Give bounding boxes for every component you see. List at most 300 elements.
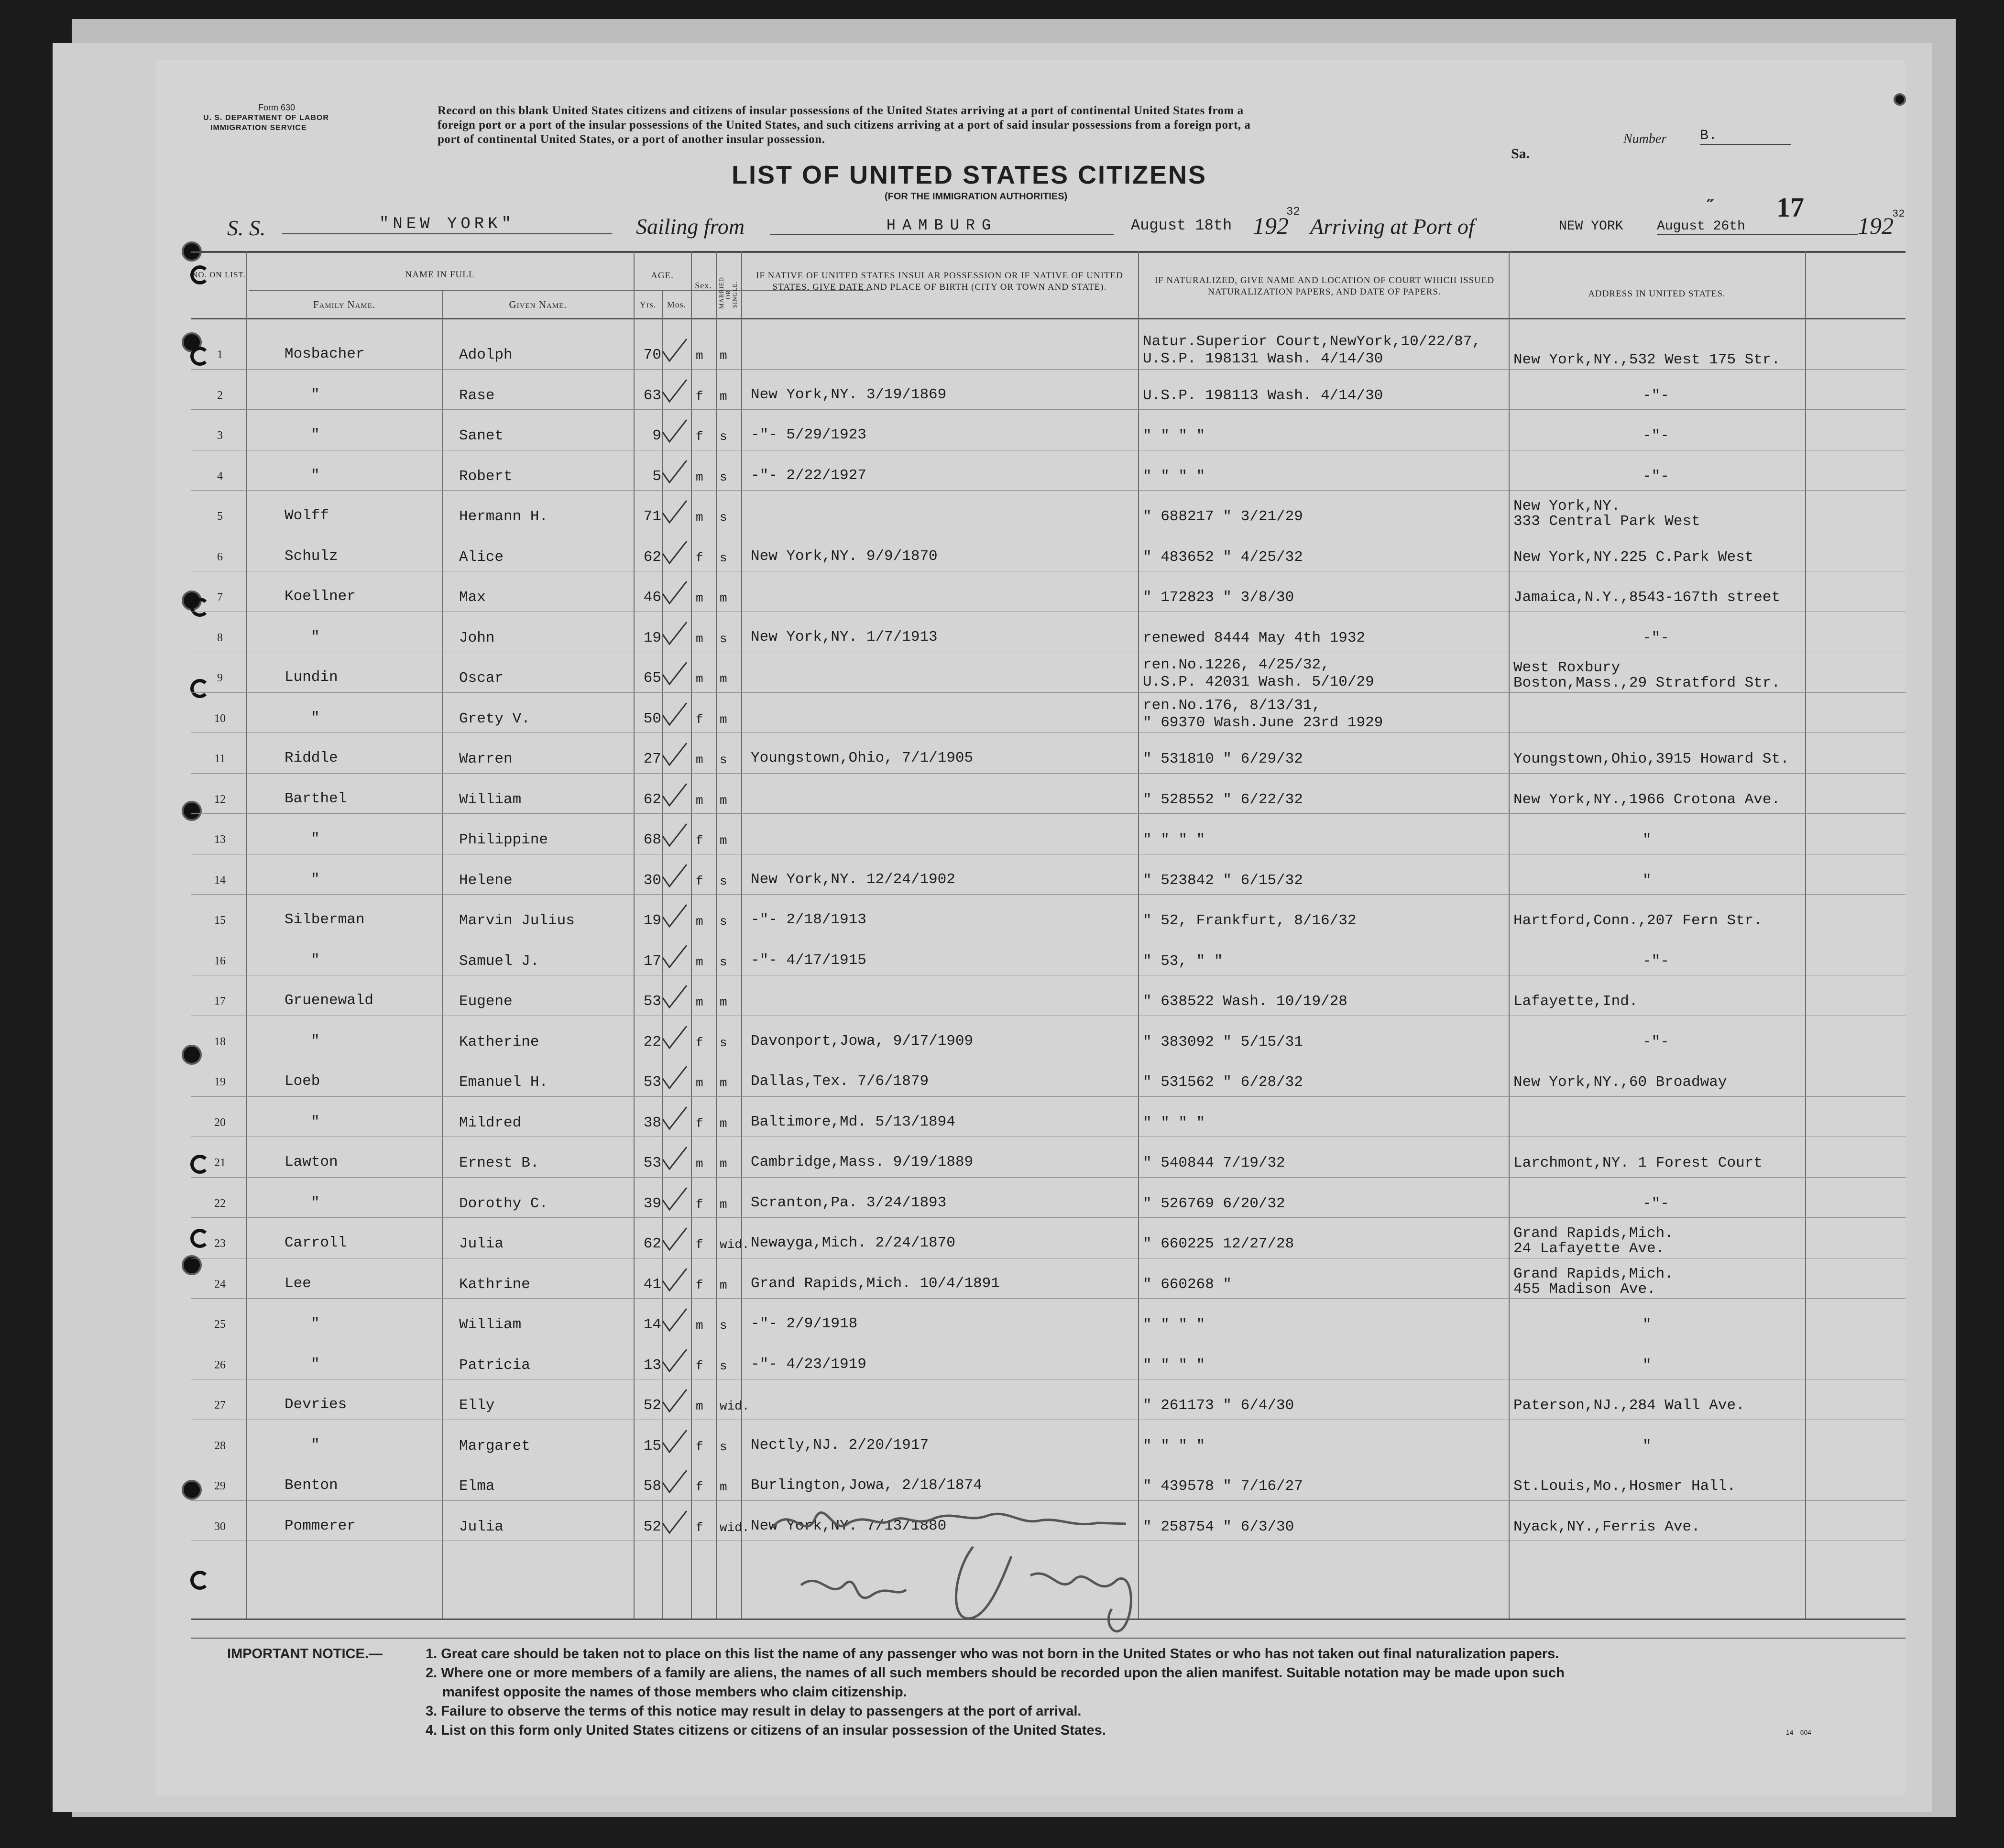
col-header-given: Given Name. [509,299,567,310]
sailing-label: Sailing from [636,214,745,239]
given-name: Max [459,589,486,606]
family-name: Lundin [285,669,338,686]
binder-hole-icon [1894,93,1906,106]
birth-info: Newayga,Mich. 2/24/1870 [751,1235,955,1251]
row-number: 12 [214,793,226,806]
sex: f [696,1480,703,1494]
family-name: Lee [285,1275,311,1292]
birth-info: Cambridge,Mass. 9/19/1889 [751,1154,974,1170]
row-number: 2 [217,389,223,402]
marital-status: m [720,1157,727,1171]
check-mark-icon [660,378,689,405]
marital-status: s [720,550,727,565]
given-name: Marvin Julius [459,912,575,929]
marital-status: m [720,1278,727,1292]
naturalization-info: " 528552 " 6/22/32 [1143,791,1303,808]
sex: m [696,510,703,525]
col-header-family: Family Name. [313,299,376,310]
naturalization-info: " " " " [1143,427,1205,444]
row-number: 25 [214,1318,226,1331]
age-years: 53 [643,1074,661,1091]
birth-info: -"- 4/23/1919 [751,1356,866,1373]
row-number: 9 [217,672,223,684]
instruction-line: Record on this blank United States citizens and citizens of insular possessions of the United States arriving at a port of continental United States from a [438,104,1244,117]
sex: m [696,1399,703,1413]
birth-info: Grand Rapids,Mich. 10/4/1891 [751,1275,1000,1292]
family-name: " [311,1194,320,1211]
sex: m [696,954,703,969]
row-number: 23 [214,1237,226,1250]
row-rule [191,813,1905,814]
address: -"- [1643,387,1669,404]
sex: m [696,995,703,1009]
check-mark-icon [660,1186,689,1213]
birth-info: New York,NY. 7/13/1880 [751,1517,947,1534]
check-mark-icon [660,1105,689,1132]
row-rule [191,692,1905,693]
naturalization-info: " 531810 " 6/29/32 [1143,751,1303,767]
department-name: U. S. DEPARTMENT OF LABOR [203,114,329,122]
sex: f [696,833,703,848]
age-years: 52 [643,1518,661,1535]
marital-status: m [720,672,727,686]
given-name: Kathrine [459,1276,530,1293]
age-years: 30 [643,872,661,889]
check-mark-icon [660,701,689,728]
check-mark-icon [660,1226,689,1253]
naturalization-info: U.S.P. 42031 Wash. 5/10/29 [1143,674,1374,690]
sex: f [696,1358,703,1373]
age-years: 62 [643,548,661,566]
address: West Roxbury [1513,659,1621,676]
age-years: 5 [652,468,661,485]
birth-info: -"- 2/9/1918 [751,1315,858,1332]
ss-label: S. S. [227,216,266,240]
naturalization-info: " 439578 " 7/16/27 [1143,1478,1303,1495]
family-name: " [311,831,320,847]
birth-info: New York,NY. 3/19/1869 [751,386,947,403]
given-name: Grety V. [459,710,530,727]
page-mark: 17 [1776,192,1804,223]
age-years: 62 [643,1236,661,1252]
given-name: Alice [459,548,504,566]
check-mark-icon [660,1509,689,1536]
given-name: Warren [459,751,513,767]
ship-name: "NEW YORK" [282,215,612,234]
given-name: Elly [459,1397,495,1414]
address: Grand Rapids,Mich. [1513,1265,1674,1282]
address: New York,NY. [1513,498,1621,514]
port-from: HAMBURG [770,217,1114,235]
marital-status: wid. [720,1237,750,1252]
row-number: 28 [214,1439,226,1452]
family-name: Koellner [285,588,356,605]
naturalization-info: U.S.P. 198131 Wash. 4/14/30 [1143,350,1383,367]
address: Hartford,Conn.,207 Fern Str. [1513,912,1763,929]
row-number: 16 [214,954,226,967]
row-rule [191,1298,1905,1299]
birth-info: Scranton,Pa. 3/24/1893 [751,1194,947,1211]
row-rule [191,369,1905,370]
naturalization-info: Natur.Superior Court,NewYork,10/22/87, [1143,333,1481,350]
naturalization-info: " 383092 " 5/15/31 [1143,1033,1303,1050]
marital-status: wid. [720,1399,750,1413]
address: St.Louis,Mo.,Hosmer Hall. [1513,1478,1736,1495]
sex: m [696,1157,703,1171]
arrive-year-prefix: 192 [1858,212,1894,239]
sex: f [696,874,703,888]
age-years: 71 [643,508,661,525]
address: New York,NY.,532 West 175 Str. [1513,351,1781,368]
naturalization-info: " 638522 Wash. 10/19/28 [1143,993,1347,1010]
check-mark-icon [660,620,689,647]
address: Grand Rapids,Mich. [1513,1225,1674,1242]
address: Lafayette,Ind. [1513,993,1638,1010]
address: -"- [1643,427,1669,444]
family-name: Devries [285,1396,347,1413]
age-years: 53 [643,993,661,1010]
family-name: Benton [285,1477,338,1494]
sex: f [696,550,703,565]
family-name: " [311,1032,320,1050]
address: 455 Madison Ave. [1513,1280,1656,1298]
naturalization-info: " 526769 6/20/32 [1143,1195,1285,1212]
marital-status: wid. [720,1520,750,1535]
col-header-name: NAME IN FULL [405,270,475,280]
check-mark-icon [660,741,689,768]
row-number: 21 [214,1157,226,1169]
marital-status: s [720,510,727,525]
check-mark-icon [660,822,689,849]
sex: m [696,591,703,605]
given-name: John [459,629,495,646]
naturalization-info: " 258754 " 6/3/30 [1143,1518,1294,1535]
birth-info: -"- 2/22/1927 [751,467,866,484]
check-mark-icon [660,1145,689,1172]
row-rule [191,1177,1905,1178]
naturalization-info: " 540844 7/19/32 [1143,1155,1285,1171]
row-rule [191,409,1905,410]
given-name: Eugene [459,993,513,1010]
family-name: Silberman [285,911,365,928]
row-number: 22 [214,1197,226,1210]
marital-status: s [720,1318,727,1333]
family-name: " [311,386,320,403]
naturalization-info: " " " " [1143,1356,1205,1374]
sex: m [696,672,703,686]
manifest-page [155,60,1905,1795]
address: " [1643,1316,1652,1333]
family-name: Carroll [285,1235,347,1251]
marital-status: m [720,995,727,1009]
family-name: " [311,426,320,443]
age-years: 39 [643,1195,661,1212]
arrive-year-suffix: 32 [1892,208,1905,220]
sex: m [696,349,703,363]
given-name: Robert [459,468,513,485]
naturalization-info: " 688217 " 3/21/29 [1143,508,1303,525]
marital-status: m [720,1197,727,1212]
age-years: 14 [643,1316,661,1333]
col-header-married: MARRIED OR SINGLE. [718,277,738,309]
form-instructions [438,104,1719,147]
page-subtitle: (FOR THE IMMIGRATION AUTHORITIES) [885,191,1068,202]
row-number: 27 [214,1399,226,1411]
marital-status: s [720,914,727,929]
marital-status: s [720,753,727,767]
sex: m [696,753,703,767]
marital-status: s [720,1439,727,1454]
address: -"- [1643,1033,1669,1050]
arriving-label: Arriving at Port of [1310,214,1475,239]
age-years: 46 [643,589,661,606]
age-years: 13 [643,1356,661,1374]
check-mark-icon [660,337,689,364]
naturalization-info: " 523842 " 6/15/32 [1143,872,1303,889]
age-years: 41 [643,1276,661,1293]
address: -"- [1643,629,1669,646]
age-years: 62 [643,791,661,808]
sex: m [696,793,703,808]
address: New York,NY.225 C.Park West [1513,548,1754,566]
check-mark-icon [660,1347,689,1374]
sex: m [696,470,703,484]
naturalization-info: ren.No.176, 8/13/31, [1143,697,1321,714]
given-name: Hermann H. [459,508,548,525]
given-name: Ernest B. [459,1155,539,1171]
col-header-no: NO. ON LIST. [192,270,246,279]
given-name: William [459,1316,522,1333]
col-header-age: AGE. [651,271,674,281]
given-name: Mildred [459,1114,522,1131]
marital-status: m [720,389,727,404]
sail-date: August 18th [1131,217,1232,234]
address: -"- [1643,952,1669,970]
check-mark-icon [660,1388,689,1414]
birth-info: -"- 4/17/1915 [751,951,866,969]
address: 24 Lafayette Ave. [1513,1240,1665,1257]
given-name: Emanuel H. [459,1074,548,1091]
family-name: " [311,1356,320,1373]
form-number: Form 630 [258,103,296,112]
col-header-sex: Sex. [695,281,712,290]
naturalization-info: " 69370 Wash.June 23rd 1929 [1143,714,1383,731]
row-number: 5 [217,510,223,523]
age-years: 63 [643,387,661,404]
check-mark-icon [660,660,689,687]
naturalization-info: " 261173 " 6/4/30 [1143,1397,1294,1414]
marital-status: s [720,429,727,444]
birth-info: Davonport,Jowa, 9/17/1909 [751,1032,974,1050]
instruction-line: port of continental United States, or a port of another insular possession. [438,133,825,146]
age-years: 17 [643,952,661,970]
row-number: 7 [217,591,223,603]
birth-info: New York,NY. 1/7/1913 [751,628,938,645]
family-name: " [311,951,320,969]
header-bottom-line [191,318,1905,319]
row-number: 11 [214,753,226,765]
row-number: 15 [214,914,226,927]
family-name: Riddle [285,750,338,766]
sex: f [696,389,703,404]
naturalization-info: " 53, " " [1143,952,1223,970]
row-rule [191,773,1905,774]
naturalization-info: " " " " [1143,1316,1205,1333]
row-rule [191,490,1905,491]
service-name: IMMIGRATION SERVICE [210,124,307,132]
sex: f [696,1520,703,1535]
number-label: Number [1623,131,1667,146]
age-years: 19 [643,912,661,929]
sa-label: Sa. [1511,146,1530,162]
check-mark-icon [660,580,689,606]
family-name: Lawton [285,1154,338,1170]
marital-status: m [720,793,727,808]
birth-info: Dallas,Tex. 7/6/1879 [751,1073,929,1090]
address: Paterson,NJ.,284 Wall Ave. [1513,1397,1745,1414]
birth-info: Nectly,NJ. 2/20/1917 [751,1436,929,1454]
check-mark-icon [660,418,689,445]
row-number: 4 [217,470,223,482]
birth-info: -"- 2/18/1913 [751,911,866,928]
age-years: 58 [643,1478,661,1495]
check-mark-icon [660,459,689,485]
family-name: Pommerer [285,1517,356,1534]
marital-status: m [720,1076,727,1090]
year-suffix: 32 [1286,206,1300,219]
naturalization-info: " " " " [1143,1114,1205,1131]
notice-item: manifest opposite the names of those members who claim citizenship. [442,1684,907,1700]
naturalization-info: renewed 8444 May 4th 1932 [1143,629,1366,646]
row-number: 10 [214,712,226,725]
notice-item: 2. Where one or more members of a family are aliens, the names of all such members should be recorded upon the alien manifest. Suitable notation may be made upon such [426,1665,1565,1681]
row-number: 17 [214,995,226,1007]
instruction-line: foreign port or a port of the insular possessions of the United States, and such citizens arriving at a port of said insular possessions from a foreign port, a [438,119,1251,131]
col-header-yrs: Yrs. [639,300,657,309]
family-name: Mosbacher [285,346,365,362]
naturalization-info: U.S.P. 198113 Wash. 4/14/30 [1143,387,1383,404]
given-name: Oscar [459,670,504,687]
arrive-date: August 26th [1657,219,1858,235]
age-years: 19 [643,629,661,646]
address: -"- [1643,468,1669,485]
naturalization-info: " 52, Frankfurt, 8/16/32 [1143,912,1357,929]
notice-item: 1. Great care should be taken not to place on this list the name of any passenger who was not born in the United States or who has not taken out final naturalization papers. [426,1646,1559,1662]
sex: f [696,712,703,727]
row-rule [191,1096,1905,1097]
naturalization-info: " " " " [1143,468,1205,485]
address: " [1643,1437,1652,1454]
age-years: 70 [643,347,661,363]
address: Nyack,NY.,Ferris Ave. [1513,1518,1700,1535]
family-name: " [311,1315,320,1332]
marital-status: m [720,1480,727,1494]
given-name: Elma [459,1478,495,1495]
family-name: " [311,1113,320,1130]
col-header-naturalized: IF NATURALIZED, GIVE NAME AND LOCATION OF COURT WHICH ISSUED NATURALIZATION PAPERS, AND DATE OF PAPERS. [1154,275,1495,297]
age-years: 68 [643,831,661,848]
address: Boston,Mass.,29 Stratford Str. [1513,675,1781,691]
form-code: 14—604 [1786,1728,1811,1736]
marital-status: m [720,591,727,605]
family-name: " [311,871,320,888]
sex: m [696,1076,703,1090]
row-number: 19 [214,1076,226,1088]
family-name: Barthel [285,790,347,807]
given-name: Samuel J. [459,952,539,970]
check-mark-icon [660,943,689,970]
marital-status: s [720,631,727,646]
sex: f [696,429,703,444]
address: New York,NY.,60 Broadway [1513,1074,1727,1091]
family-name: " [311,628,320,645]
check-mark-icon [660,903,689,929]
row-number: 29 [214,1480,226,1492]
row-number: 6 [217,550,223,563]
marital-status: s [720,470,727,484]
given-name: Adolph [459,347,513,363]
age-years: 22 [643,1033,661,1050]
family-name: " [311,467,320,484]
address: " [1643,872,1652,889]
naturalization-info: " 660225 12/27/28 [1143,1236,1294,1252]
marital-status: s [720,1035,727,1050]
age-years: 15 [643,1437,661,1454]
check-mark-icon [660,539,689,566]
birth-info: Baltimore,Md. 5/13/1894 [751,1113,955,1130]
row-number: 30 [214,1520,226,1533]
family-name: Schulz [285,547,338,565]
check-mark-icon [660,1468,689,1495]
sex: f [696,1035,703,1050]
check-mark-icon [660,782,689,809]
given-name: Patricia [459,1356,530,1374]
sex: f [696,1278,703,1292]
marital-status: s [720,874,727,888]
col-header-mos: Mos. [667,300,687,309]
sex: f [696,1116,703,1131]
notice-heading: IMPORTANT NOTICE.— [227,1646,383,1662]
given-name: Sanet [459,427,504,444]
check-mark-icon [660,1064,689,1091]
sex: m [696,914,703,929]
marital-status: m [720,833,727,848]
notice-item: 3. Failure to observe the terms of this notice may result in delay to passengers at the port of arrival. [426,1704,1082,1719]
address: 333 Central Park West [1513,513,1700,530]
check-mark-icon [660,984,689,1010]
age-years: 53 [643,1155,661,1171]
sex: f [696,1439,703,1454]
age-years: 38 [643,1114,661,1131]
page-title: LIST OF UNITED STATES CITIZENS [732,161,1207,189]
col-header-address: ADDRESS IN UNITED STATES. [1588,289,1726,299]
sex: m [696,631,703,646]
birth-info: New York,NY. 9/9/1870 [751,547,938,565]
row-number: 1 [217,349,223,361]
check-mark-icon [660,1428,689,1455]
row-rule [191,894,1905,895]
sex: f [696,1197,703,1212]
check-mark-icon [660,863,689,889]
birth-info: -"- 5/29/1923 [751,426,866,443]
given-name: Dorothy C. [459,1195,548,1212]
marital-status: s [720,1358,727,1373]
age-years: 27 [643,751,661,767]
address: Youngstown,Ohio,3915 Howard St. [1513,751,1789,767]
given-name: William [459,791,522,808]
col-header-birth: IF NATIVE OF UNITED STATES INSULAR POSSESSION OR IF NATIVE OF UNITED STATES, GIVE DATE AND PLACE OF BIRTH (CITY OR TOWN AND STATE). [756,271,1123,292]
family-name: " [311,1436,320,1454]
